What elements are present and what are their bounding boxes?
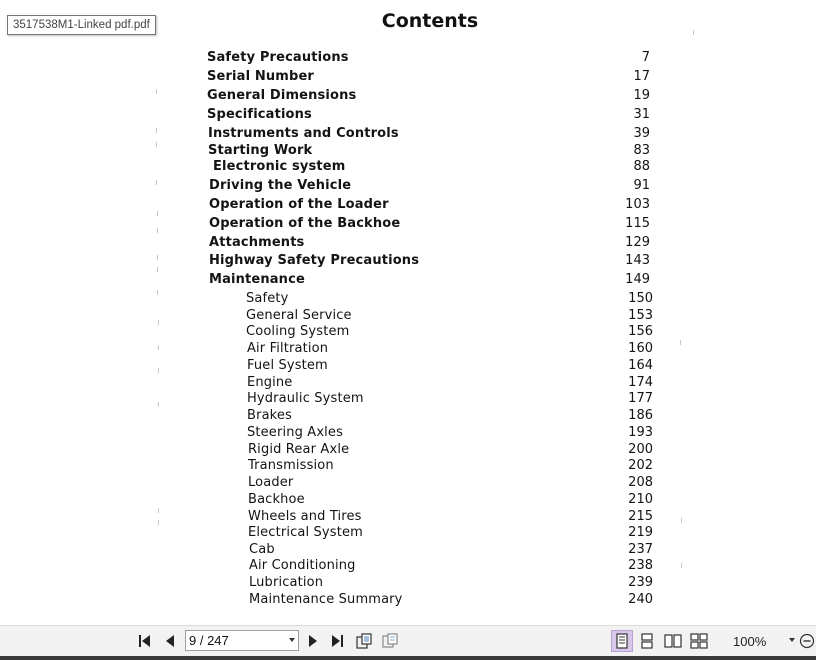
toc-entry-page-number[interactable]: 103: [625, 197, 650, 212]
rotate-page-icon: [355, 632, 373, 650]
toc-entry-page-number[interactable]: 193: [628, 425, 653, 440]
toc-entry[interactable]: [0, 196, 816, 213]
first-page-button[interactable]: [135, 631, 155, 651]
toc-entry[interactable]: [0, 541, 816, 558]
chevron-down-icon[interactable]: [289, 638, 295, 642]
toc-entry-page-number[interactable]: 210: [628, 492, 653, 507]
page-number-combobox[interactable]: [185, 630, 299, 651]
toc-entry-page-number[interactable]: 164: [628, 358, 653, 373]
toc-entry-title[interactable]: Maintenance: [209, 272, 305, 287]
toc-entry[interactable]: [0, 374, 816, 391]
pdf-navigation-toolbar: [0, 625, 816, 656]
toc-entry[interactable]: [0, 323, 816, 340]
toc-entry-page-number[interactable]: 115: [625, 216, 650, 231]
toc-entry-title[interactable]: Wheels and Tires: [248, 509, 362, 524]
zoom-level[interactable]: 100%: [733, 634, 767, 649]
toc-entry-title[interactable]: Specifications: [207, 107, 312, 122]
last-page-button[interactable]: [327, 631, 347, 651]
toc-entry[interactable]: [0, 407, 816, 424]
toc-entry-title[interactable]: Air Filtration: [247, 341, 329, 356]
toc-entry-title[interactable]: Air Conditioning: [249, 558, 356, 573]
toc-entry-title[interactable]: Brakes: [247, 408, 292, 423]
zoom-out-icon: [799, 633, 815, 649]
last-page-icon: [329, 634, 345, 648]
toc-entry[interactable]: [0, 68, 816, 85]
toc-entry-title[interactable]: Maintenance Summary: [249, 592, 403, 607]
toc-entry-page-number[interactable]: 156: [628, 324, 653, 339]
toc-entry[interactable]: [0, 557, 816, 574]
toc-entry-page-number[interactable]: 143: [625, 253, 650, 268]
toc-entry[interactable]: [0, 215, 816, 232]
toc-entry[interactable]: [0, 524, 816, 541]
toc-entry-title[interactable]: Driving the Vehicle: [209, 178, 352, 193]
previous-page-button[interactable]: [160, 631, 180, 651]
toc-entry-title[interactable]: Operation of the Backhoe: [209, 216, 401, 231]
two-page-continuous-view-button[interactable]: [689, 631, 709, 651]
toc-entry-page-number[interactable]: 160: [628, 341, 653, 356]
toc-entry-page-number[interactable]: 237: [628, 542, 653, 557]
single-page-view-icon: [615, 633, 629, 649]
toc-entry[interactable]: [0, 474, 816, 491]
toc-entry[interactable]: [0, 508, 816, 525]
continuous-view-button[interactable]: [637, 631, 657, 651]
page-title: Contents: [381, 10, 479, 32]
zoom-dropdown-icon[interactable]: [789, 638, 795, 642]
toc-entry-page-number[interactable]: 200: [628, 442, 653, 457]
toc-entry-page-number[interactable]: 174: [628, 375, 653, 390]
toc-entry[interactable]: [0, 424, 816, 441]
toc-entry-page-number[interactable]: 219: [628, 525, 653, 540]
toc-entry-page-number[interactable]: 19: [633, 88, 650, 103]
toc-entry-title[interactable]: Starting Work: [208, 143, 313, 158]
window-bottom-edge: [0, 656, 816, 660]
toc-entry-page-number[interactable]: 186: [628, 408, 653, 423]
toc-entry[interactable]: [0, 574, 816, 591]
toc-entry-page-number[interactable]: 149: [625, 272, 650, 287]
toc-entry-title[interactable]: Safety: [246, 291, 289, 306]
toc-entry-page-number[interactable]: 31: [633, 107, 650, 122]
toc-entry[interactable]: [0, 290, 816, 307]
toc-entry-page-number[interactable]: 208: [628, 475, 653, 490]
toc-entry-title[interactable]: Transmission: [248, 458, 334, 473]
toc-entry-title[interactable]: Safety Precautions: [207, 50, 349, 65]
toc-entry-page-number[interactable]: 83: [633, 143, 650, 158]
toc-entry-page-number[interactable]: 202: [628, 458, 653, 473]
toc-entry[interactable]: [0, 106, 816, 123]
toc-entry-title[interactable]: Hydraulic System: [247, 391, 364, 406]
first-page-icon: [137, 634, 153, 648]
toc-entry-page-number[interactable]: 7: [641, 50, 650, 65]
toc-entry-page-number[interactable]: 240: [628, 592, 653, 607]
toc-entry-title[interactable]: General Dimensions: [207, 88, 357, 103]
toc-entry-title[interactable]: Cooling System: [246, 324, 350, 339]
toc-entry[interactable]: [0, 177, 816, 194]
toc-entry[interactable]: [0, 125, 816, 142]
toc-entry-title[interactable]: Operation of the Loader: [209, 197, 389, 212]
toc-entry-title[interactable]: Highway Safety Precautions: [209, 253, 420, 268]
toc-entry-page-number[interactable]: 153: [628, 308, 653, 323]
toc-entry[interactable]: [0, 340, 816, 357]
toc-entry-title[interactable]: Backhoe: [248, 492, 305, 507]
toc-entry-title[interactable]: Electronic system: [213, 159, 346, 174]
toc-entry[interactable]: [0, 49, 816, 66]
toc-entry[interactable]: [0, 87, 816, 104]
next-page-button[interactable]: [303, 631, 323, 651]
toc-entry-page-number[interactable]: 238: [628, 558, 653, 573]
toc-entry-title[interactable]: Loader: [248, 475, 294, 490]
two-page-view-icon: [664, 633, 682, 649]
toc-entry-page-number[interactable]: 215: [628, 509, 653, 524]
toc-entry-title[interactable]: Engine: [247, 375, 293, 390]
toc-entry-page-number[interactable]: 239: [628, 575, 653, 590]
fit-page-icon: [381, 632, 399, 650]
toc-entry[interactable]: [0, 142, 816, 159]
toc-entry-title[interactable]: Lubrication: [249, 575, 324, 590]
toc-entry[interactable]: [0, 252, 816, 269]
toc-entry-title[interactable]: Steering Axles: [247, 425, 343, 440]
continuous-view-icon: [640, 633, 654, 649]
toc-entry-page-number[interactable]: 17: [633, 69, 650, 84]
toc-entry[interactable]: [0, 390, 816, 407]
rotate-page-button[interactable]: [354, 631, 374, 651]
toc-entry-page-number[interactable]: 91: [633, 178, 650, 193]
fit-page-button[interactable]: [380, 631, 400, 651]
toc-entry-title[interactable]: Electrical System: [248, 525, 363, 540]
toc-entry[interactable]: [0, 441, 816, 458]
toc-entry-page-number[interactable]: 129: [625, 235, 650, 250]
next-page-icon: [307, 634, 319, 648]
toc-entry-title[interactable]: Attachments: [209, 235, 305, 250]
toc-entry-title[interactable]: Fuel System: [247, 358, 328, 373]
toc-entry[interactable]: [0, 234, 816, 251]
previous-page-icon: [164, 634, 176, 648]
toc-entry-title[interactable]: General Service: [246, 308, 352, 323]
toc-entry-title[interactable]: Cab: [249, 542, 275, 557]
toc-entry-title[interactable]: Rigid Rear Axle: [248, 442, 350, 457]
zoom-out-button[interactable]: [799, 631, 815, 651]
toc-entry[interactable]: [0, 457, 816, 474]
single-page-view-button[interactable]: [611, 630, 633, 652]
toc-entry[interactable]: [0, 357, 816, 374]
page-number-input[interactable]: [186, 631, 286, 650]
two-page-view-button[interactable]: [663, 631, 683, 651]
toc-entry-page-number[interactable]: 150: [628, 291, 653, 306]
toc-entry-page-number[interactable]: 88: [633, 159, 650, 174]
toc-entry[interactable]: [0, 591, 816, 608]
toc-entry-title[interactable]: Instruments and Controls: [208, 126, 399, 141]
filename-tooltip: 3517538M1-Linked pdf.pdf: [7, 15, 156, 35]
toc-entry[interactable]: [0, 307, 816, 324]
toc-entry[interactable]: [0, 158, 816, 175]
toc-entry[interactable]: [0, 491, 816, 508]
toc-entry-title[interactable]: Serial Number: [207, 69, 314, 84]
two-page-continuous-view-icon: [690, 633, 708, 649]
toc-entry[interactable]: [0, 271, 816, 288]
toc-entry-page-number[interactable]: 39: [633, 126, 650, 141]
toc-entry-page-number[interactable]: 177: [628, 391, 653, 406]
